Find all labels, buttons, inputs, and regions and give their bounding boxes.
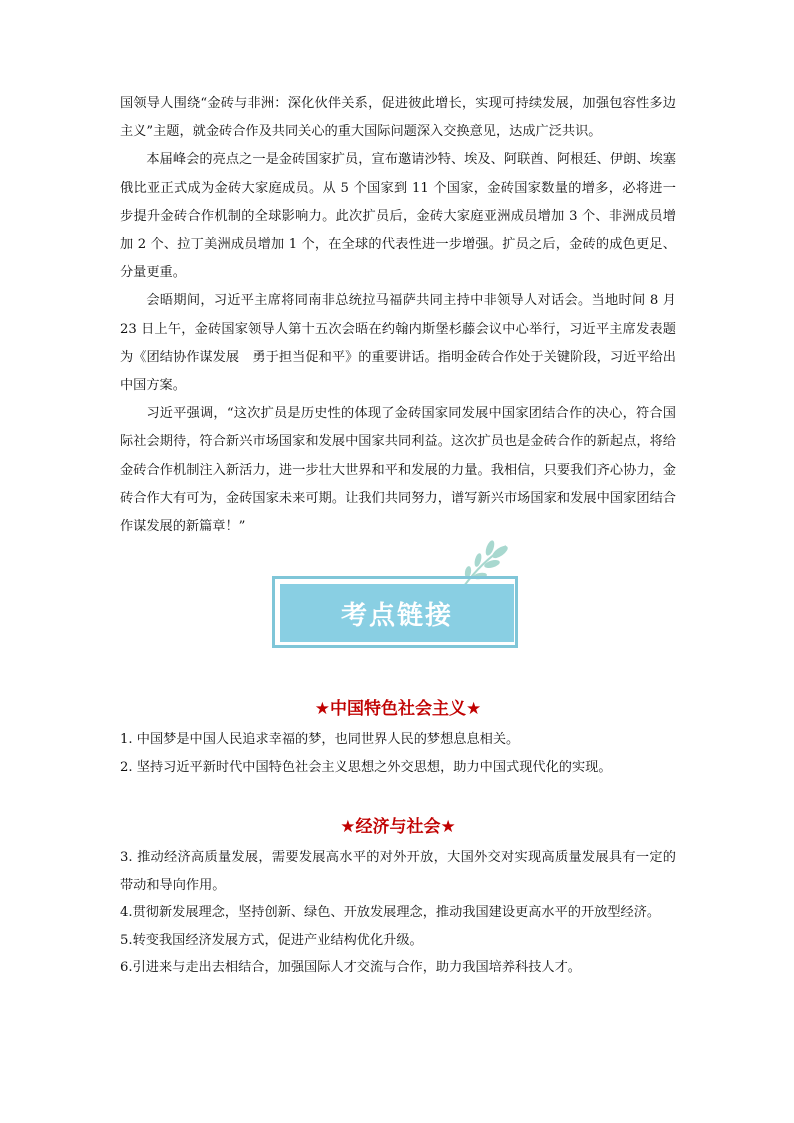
list-item: 4.贯彻新发展理念，坚持创新、绿色、开放发展理念，推动我国建设更高水平的开放型经济。	[120, 905, 661, 920]
article-body	[120, 90, 676, 541]
list-item: 2. 坚持习近平新时代中国特色社会主义思想之外交思想，助力中国式现代化的实现。	[120, 759, 612, 775]
section-list-economy	[120, 844, 676, 982]
list-item: 1. 中国梦是中国人民追求幸福的梦，也同世界人民的梦想息息相关。	[120, 732, 520, 747]
topic-banner	[258, 540, 528, 658]
paragraph-4: 习近平强调，“这次扩员是历史性的体现了金砖国家同发展中国家团结合作的决心，符合国际社会期待，符合新兴市场国家和发展中国家共同利益。这次扩员也是金砖合作的新起点，将给金砖合作机制注入新活力，进一步壮大世界和平和发展的力量。我相信，只要我们齐心协力，金砖合作大有可为，金砖国家未来可期。让我们共同努力，谱写新兴市场国家和发展中国家团结合作谋发展的新篇章！”	[120, 406, 676, 535]
banner-title: 考点链接	[340, 600, 453, 631]
list-item: 6.引进来与走出去相结合，加强国际人才交流与合作，助力我国培养科技人才。	[120, 960, 581, 975]
section-title-economy: ★经济与社会★	[340, 817, 456, 837]
paragraph-1: 国领导人围绕“金砖与非洲：深化伙伴关系，促进彼此增长，实现可持续发展，加强包容性多边主义”主题，就金砖合作及共同关心的重大国际问题深入交换意见，达成广泛共识。	[120, 96, 676, 140]
list-item: 3. 推动经济高质量发展，需要发展高水平的对外开放，大国外交对实现高质量发展具有一定的带动和导向作用。	[120, 850, 676, 893]
section-title-socialism: ★中国特色社会主义★	[314, 699, 482, 719]
section-list-socialism	[120, 726, 676, 781]
list-item: 5.转变我国经济发展方式，促进产业结构优化升级。	[120, 932, 423, 948]
paragraph-3: 会晤期间，习近平主席将同南非总统拉马福萨共同主持中非领导人对话会。当地时间 8 月 23 日上午，金砖国家领导人第十五次会晤在约翰内斯堡杉藤会议中心举行，习近平主席发表题为《团结协作谋发展 勇于担当促和平》的重要讲话。指明金砖合作处于关键阶段，习近平给出中国方案。	[120, 293, 676, 394]
banner-box	[280, 584, 514, 642]
paragraph-2: 本届峰会的亮点之一是金砖国家扩员，宣布邀请沙特、埃及、阿联酋、阿根廷、伊朗、埃塞俄比亚正式成为金砖大家庭成员。从 5 个国家到 11 个国家，金砖国家数量的增多，必将进一步提升金砖合作机制的全球影响力。此次扩员后，金砖大家庭亚洲成员增加 3 个、非洲成员增加 2 个、拉丁美洲成员增加 1 个，在全球的代表性进一步增强。扩员之后，金砖的成色更足、分量更重。	[120, 152, 676, 281]
